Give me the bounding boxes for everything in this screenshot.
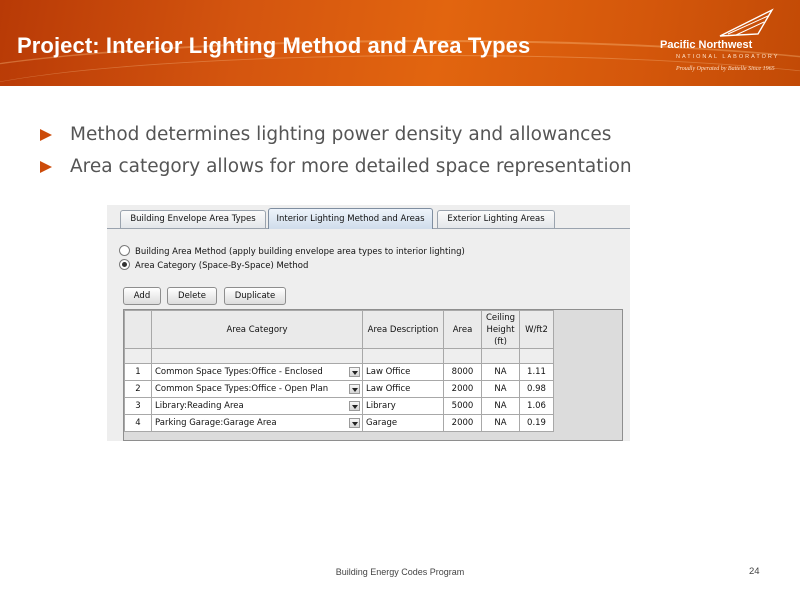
area-category-value: Common Space Types:Office - Enclosed — [155, 367, 323, 377]
tab-interior-lighting[interactable]: Interior Lighting Method and Areas — [268, 208, 433, 229]
row-number: 1 — [125, 364, 152, 381]
tab-building-envelope-area-types[interactable]: Building Envelope Area Types — [120, 210, 266, 228]
area-category-value: Common Space Types:Office - Open Plan — [155, 384, 329, 394]
area-table — [124, 310, 554, 432]
area-description-cell[interactable]: Law Office — [363, 381, 444, 398]
grid-empty-area — [554, 310, 622, 440]
ceiling-height-cell[interactable]: NA — [482, 415, 520, 432]
table-row[interactable] — [125, 364, 554, 381]
wft2-cell: 0.98 — [520, 381, 554, 398]
bullet-arrow-icon — [40, 129, 52, 141]
area-category-cell[interactable] — [152, 364, 363, 381]
ceiling-height-header[interactable]: Ceiling Height (ft) — [482, 311, 520, 349]
ceiling-height-cell[interactable]: NA — [482, 381, 520, 398]
bullet-item — [40, 156, 632, 188]
area-cell[interactable]: 5000 — [444, 398, 482, 415]
area-description-cell[interactable]: Garage — [363, 415, 444, 432]
radio-button[interactable] — [119, 245, 130, 256]
table-row[interactable] — [125, 381, 554, 398]
delete-button[interactable]: Delete — [167, 287, 217, 305]
dropdown-arrow-icon[interactable] — [349, 384, 360, 394]
building-area-method-option[interactable] — [119, 245, 465, 259]
area-header[interactable]: Area — [444, 311, 482, 349]
row-number: 4 — [125, 415, 152, 432]
area-category-cell[interactable] — [152, 415, 363, 432]
area-cell[interactable]: 8000 — [444, 364, 482, 381]
bullet-text: Method determines lighting power density and allowances — [70, 124, 612, 145]
table-row[interactable] — [125, 415, 554, 432]
header-banner — [0, 0, 800, 86]
app-screenshot — [107, 205, 630, 441]
logo-tagline: Proudly Operated by Battelle Since 1965 — [676, 66, 775, 72]
area-category-value: Library:Reading Area — [155, 401, 244, 411]
row-number: 3 — [125, 398, 152, 415]
area-cell[interactable]: 2000 — [444, 381, 482, 398]
dropdown-arrow-icon[interactable] — [349, 367, 360, 377]
wft2-cell: 0.19 — [520, 415, 554, 432]
duplicate-button[interactable]: Duplicate — [224, 287, 286, 305]
area-category-method-option[interactable] — [119, 259, 308, 273]
row-number: 2 — [125, 381, 152, 398]
bullet-text: Area category allows for more detailed space representation — [70, 156, 632, 177]
tab-bar — [107, 205, 630, 229]
add-button[interactable]: Add — [123, 287, 161, 305]
bullet-item — [40, 124, 632, 156]
table-row[interactable] — [125, 398, 554, 415]
area-description-cell[interactable]: Library — [363, 398, 444, 415]
blank-row — [125, 349, 554, 364]
radio-button-selected[interactable] — [119, 259, 130, 270]
bullet-list — [40, 124, 632, 188]
dropdown-arrow-icon[interactable] — [349, 401, 360, 411]
area-category-header[interactable]: Area Category — [152, 311, 363, 349]
area-grid — [123, 309, 623, 441]
logo-mark-icon — [718, 8, 778, 38]
bullet-arrow-icon — [40, 161, 52, 173]
ceiling-height-cell[interactable]: NA — [482, 398, 520, 415]
radio-label: Building Area Method (apply building envelope area types to interior lighting) — [135, 247, 465, 257]
slide-title: Project: Interior Lighting Method and Area Types — [17, 33, 531, 58]
logo-name: Pacific Northwest — [660, 39, 753, 51]
slide-footer: Building Energy Codes Program — [335, 567, 465, 577]
area-description-cell[interactable]: Law Office — [363, 364, 444, 381]
area-description-header[interactable]: Area Description — [363, 311, 444, 349]
radio-label: Area Category (Space-By-Space) Method — [135, 261, 309, 271]
tab-exterior-lighting-areas[interactable]: Exterior Lighting Areas — [437, 210, 555, 228]
area-category-cell[interactable] — [152, 398, 363, 415]
wft2-header[interactable]: W/ft2 — [520, 311, 554, 349]
logo-subtitle: NATIONAL LABORATORY — [676, 54, 780, 60]
area-category-value: Parking Garage:Garage Area — [155, 418, 277, 428]
page-number: 24 — [749, 566, 760, 577]
area-cell[interactable]: 2000 — [444, 415, 482, 432]
row-number-header — [125, 311, 152, 349]
pnnl-logo — [660, 8, 800, 78]
wft2-cell: 1.06 — [520, 398, 554, 415]
wft2-cell: 1.11 — [520, 364, 554, 381]
area-category-cell[interactable] — [152, 381, 363, 398]
ceiling-height-cell[interactable]: NA — [482, 364, 520, 381]
dropdown-arrow-icon[interactable] — [349, 418, 360, 428]
